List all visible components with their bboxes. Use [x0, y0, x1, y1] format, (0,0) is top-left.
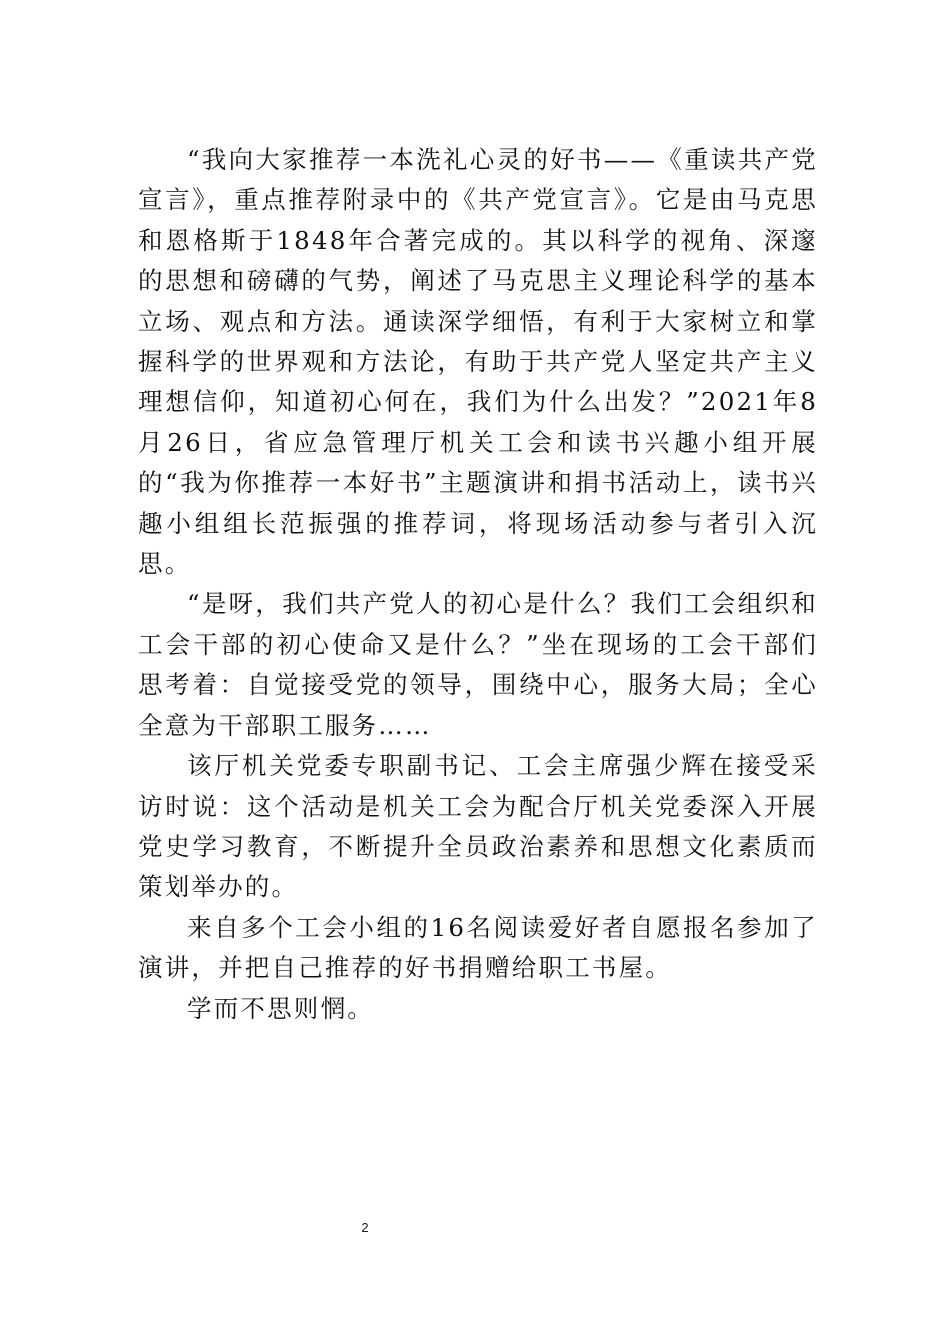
paragraph-participants: 来自多个工会小组的16名阅读爱好者自愿报名参加了演讲，并把自己推荐的好书捐赠给职工书屋。 — [138, 912, 818, 983]
paragraph-proverb: 学而不思则惘。 — [187, 993, 374, 1023]
paragraph-book-recommendation: “我向大家推荐一本洗礼心灵的好书——《重读共产党宣言》，重点推荐附录中的《共产党宣言》。它是由马克思和恩格斯于1848年合著完成的。其以科学的视角、深邃的思想和磅礴的气势，阐述了马克思主义理论科学的基本立场、观点和方法。通读深学细悟，有利于大家树立和掌握科学的世界观和方法论，有助于共产党人坚定共产主义理想信仰，知道初心何在，我们为什么出发？”2021年8月26日，省应急管理厅机关工会和读书兴趣小组开展的“我为你推荐一本好书”主题演讲和捐书活动上，读书兴趣小组组长范振强的推荐词，将现场活动参与者引入沉思。 — [138, 145, 818, 579]
paragraph-union-reflection: “是呀，我们共产党人的初心是什么？我们工会组织和工会干部的初心使命又是什么？”坐在现场的工会干部们思考着：自觉接受党的领导，围绕中心，服务大局；全心全意为干部职工服务…… — [138, 589, 818, 740]
page-number: 2 — [361, 1220, 369, 1235]
paragraph-interview-quote: 该厅机关党委专职副书记、工会主席强少辉在接受采访时说：这个活动是机关工会为配合厅机关党委深入开展党史学习教育，不断提升全员政治素养和思想文化素质而策划举办的。 — [138, 751, 818, 902]
document-body — [138, 140, 818, 1029]
